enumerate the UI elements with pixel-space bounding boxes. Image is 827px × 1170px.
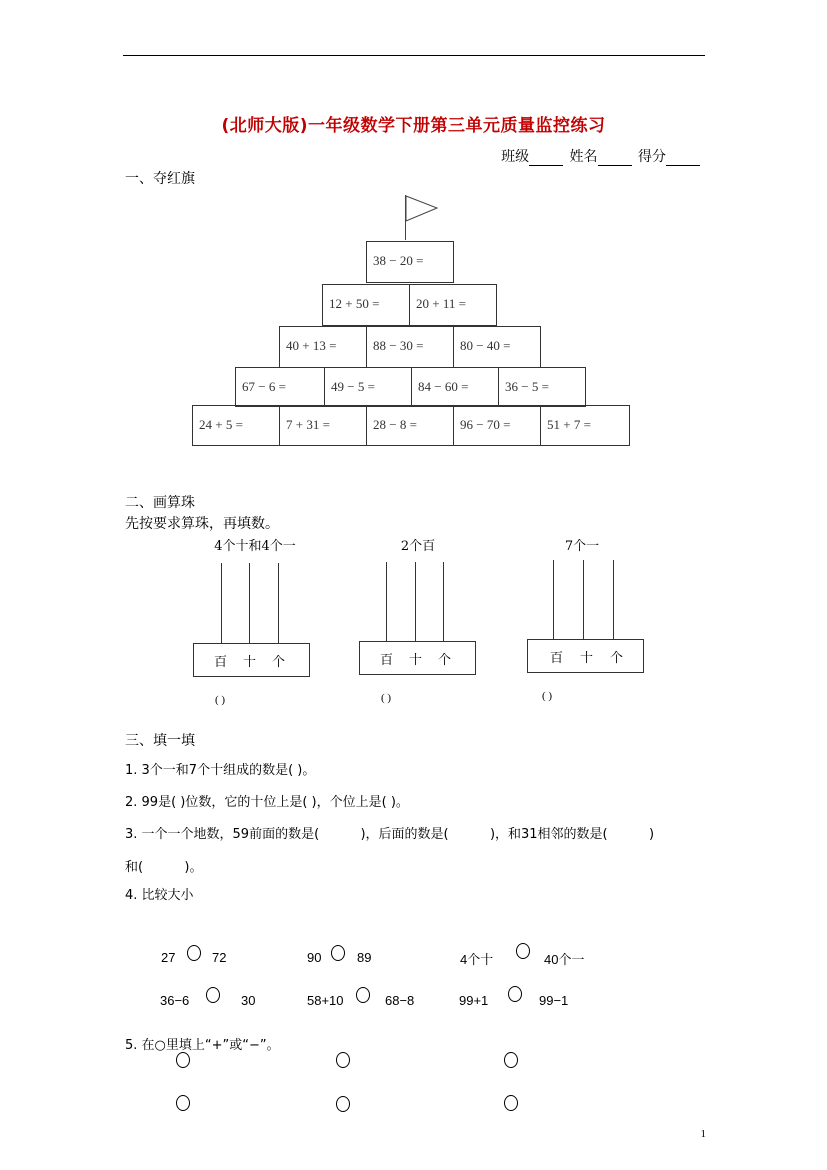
abacus-rod	[278, 563, 279, 644]
operator-circle[interactable]	[176, 1095, 190, 1111]
abacus-label: 2个百	[400, 539, 436, 554]
pyramid-cell: 80 − 40 =	[453, 326, 541, 368]
question-3: 3. 一个一个地数，59前面的数是( )，后面的数是( )，和31相邻的数是( )	[125, 827, 655, 842]
operator-circle[interactable]	[504, 1052, 518, 1068]
section2-instruction: 先按要求算珠，再填数。	[125, 516, 279, 532]
name-blank	[598, 151, 632, 166]
section3-heading: 三、填一填	[125, 733, 195, 749]
pyramid-cell: 28 − 8 =	[366, 405, 454, 446]
compare-left: 4个十	[460, 952, 494, 967]
red-flag-icon	[405, 195, 439, 223]
score-label: 得分	[638, 149, 666, 165]
place-ones: 个	[272, 655, 286, 670]
pyramid-cell: 67 − 6 =	[235, 367, 325, 407]
abacus-rod	[249, 563, 250, 644]
operator-circle[interactable]	[176, 1052, 190, 1068]
compare-right: 68−8	[385, 993, 415, 1008]
compare-right: 89	[357, 950, 372, 965]
question-4: 4. 比较大小	[125, 888, 194, 903]
compare-circle[interactable]	[206, 987, 220, 1003]
question-2: 2. 99是( )位数，它的十位上是( )，个位上是( )。	[125, 795, 409, 810]
place-tens: 十	[243, 655, 257, 670]
compare-circle[interactable]	[508, 986, 522, 1002]
pyramid-cell: 49 − 5 =	[324, 367, 412, 407]
top-rule	[123, 55, 705, 56]
class-blank	[529, 151, 563, 166]
compare-circle[interactable]	[331, 945, 345, 961]
score-blank	[666, 151, 700, 166]
pyramid-cell: 84 − 60 =	[411, 367, 499, 407]
abacus-base	[359, 641, 476, 675]
abacus-rod	[386, 562, 387, 642]
compare-left: 27	[161, 950, 176, 965]
pyramid-cell: 24 + 5 =	[192, 405, 280, 446]
place-tens: 十	[580, 651, 594, 666]
answer-blank[interactable]: ( )	[215, 694, 226, 706]
pyramid-cell: 20 + 11 =	[409, 284, 497, 326]
pyramid-cell: 12 + 50 =	[322, 284, 410, 326]
pyramid-cell: 7 + 31 =	[279, 405, 367, 446]
place-hundreds: 百	[550, 651, 564, 666]
student-info	[501, 146, 702, 166]
compare-circle[interactable]	[187, 945, 201, 961]
place-ones: 个	[610, 651, 624, 666]
answer-blank[interactable]: ( )	[542, 690, 553, 702]
abacus-rod	[553, 560, 554, 640]
operator-circle[interactable]	[336, 1052, 350, 1068]
abacus-rod	[583, 560, 584, 640]
question-5: 5. 在○里填上“+”或“−”。	[125, 1038, 280, 1053]
compare-circle[interactable]	[356, 987, 370, 1003]
abacus-rod	[415, 562, 416, 642]
compare-left: 58+10	[307, 993, 344, 1008]
question-3-cont: 和( )。	[125, 860, 203, 875]
compare-left: 90	[307, 950, 322, 965]
compare-circle[interactable]	[516, 943, 530, 959]
compare-left: 36−6	[160, 993, 190, 1008]
name-label: 姓名	[569, 149, 598, 165]
operator-circle[interactable]	[336, 1096, 350, 1112]
pyramid-cell: 88 − 30 =	[366, 326, 454, 368]
pyramid-cell: 51 + 7 =	[540, 405, 630, 446]
compare-right: 72	[212, 950, 227, 965]
compare-right: 40个一	[544, 952, 585, 967]
abacus-label: 7个一	[564, 539, 600, 554]
compare-left: 99+1	[459, 993, 489, 1008]
pyramid-cell: 38 − 20 =	[366, 241, 454, 283]
operator-circle[interactable]	[504, 1095, 518, 1111]
compare-right: 99−1	[539, 993, 569, 1008]
place-tens: 十	[409, 653, 423, 668]
abacus-base	[193, 643, 310, 677]
answer-blank[interactable]: ( )	[381, 692, 392, 704]
abacus-rod	[443, 562, 444, 642]
question-1: 1. 3个一和7个十组成的数是( )。	[125, 763, 316, 778]
pyramid-cell: 36 − 5 =	[498, 367, 586, 407]
pyramid-cell: 40 + 13 =	[279, 326, 367, 368]
page-title: (北师大版)一年级数学下册第三单元质量监控练习	[221, 116, 606, 136]
pyramid-cell: 96 − 70 =	[453, 405, 541, 446]
page-number: 1	[700, 1128, 706, 1140]
place-hundreds: 百	[214, 655, 228, 670]
compare-right: 30	[241, 993, 256, 1008]
abacus-base	[527, 639, 644, 673]
place-ones: 个	[438, 653, 452, 668]
section2-heading: 二、画算珠	[125, 495, 195, 511]
section1-heading: 一、夺红旗	[125, 171, 195, 187]
place-hundreds: 百	[380, 653, 394, 668]
class-label: 班级	[501, 149, 530, 165]
abacus-label: 4个十和4个一	[214, 539, 296, 554]
abacus-rod	[221, 563, 222, 644]
abacus-rod	[613, 560, 614, 640]
